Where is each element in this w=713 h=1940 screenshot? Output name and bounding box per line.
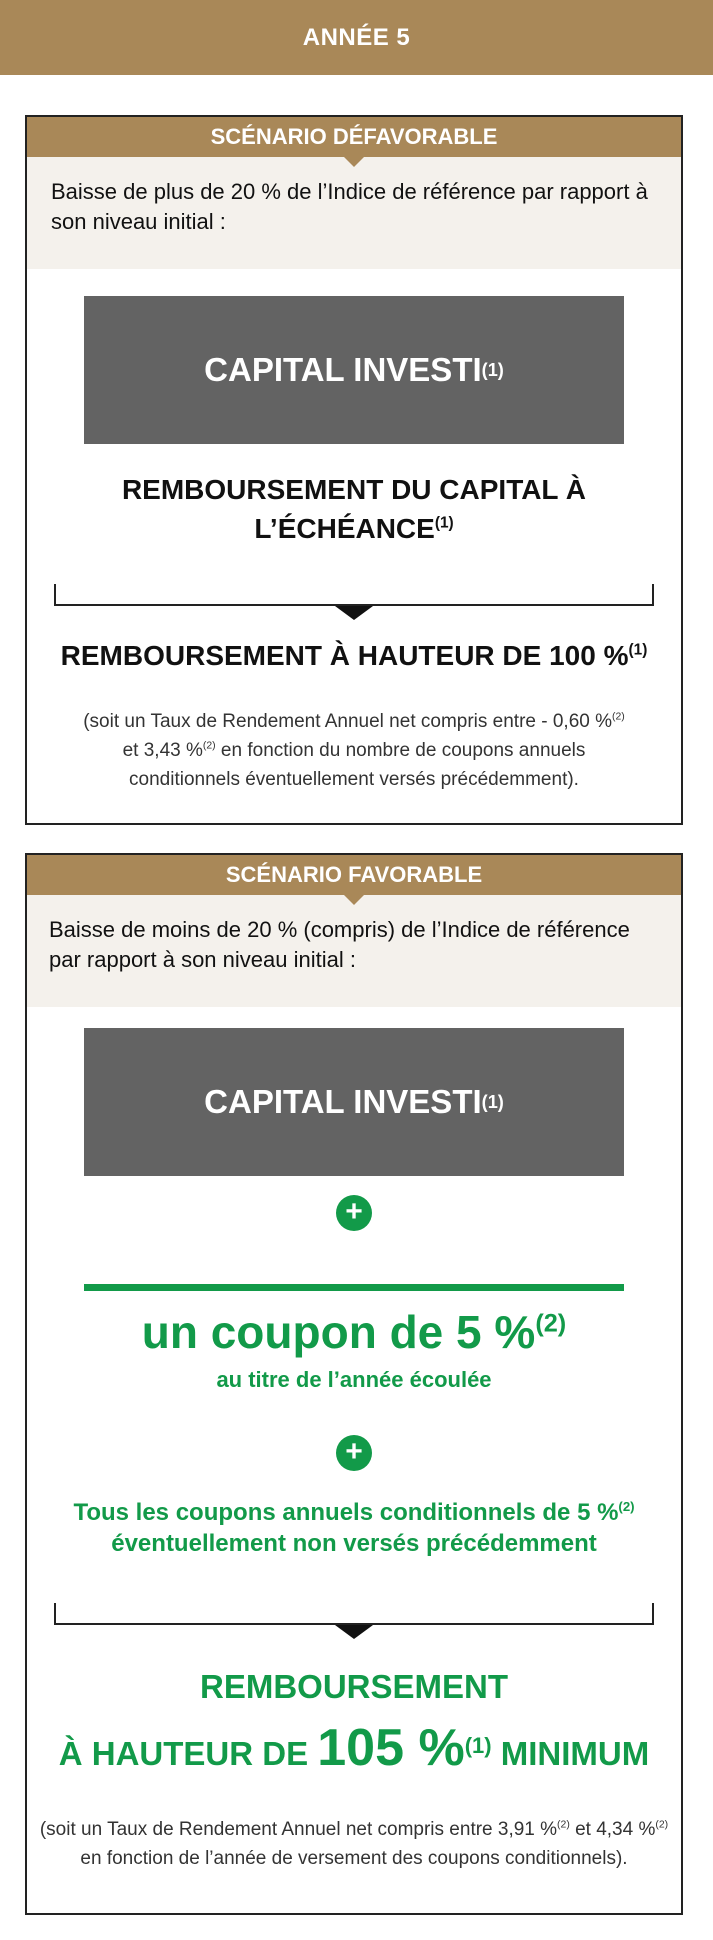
- unfavorable-intro: [27, 157, 681, 269]
- favorable-detail-a-note: (2): [557, 1819, 570, 1831]
- favorable-result-note: (1): [464, 1733, 492, 1758]
- plus-icon: [336, 1195, 372, 1231]
- unfavorable-repayment-line2: L’ÉCHÉANCE: [254, 513, 435, 544]
- down-arrow-icon: [335, 606, 373, 620]
- down-arrow-icon: [335, 1625, 373, 1639]
- unfavorable-intro-text: Baisse de plus de 20 % de l’Indice de référence par rapport à son niveau initial :: [51, 179, 648, 234]
- unfavorable-detail-b-note: (2): [202, 740, 216, 752]
- favorable-detail-a: (soit un Taux de Rendement Annuel net compris entre 3,91 %: [39, 1819, 558, 1840]
- plus-icon: [336, 1435, 372, 1471]
- favorable-all-coupons-line2: éventuellement non versés précédemment: [111, 1530, 597, 1557]
- unfavorable-scenario-title: SCÉNARIO DÉFAVORABLE: [210, 124, 498, 149]
- favorable-detail-line1: [27, 1815, 681, 1844]
- favorable-scenario-box: [25, 853, 683, 1915]
- favorable-coupon-sub-text: au titre de l’année écoulée: [216, 1367, 492, 1392]
- unfavorable-scenario-title-bar: [27, 117, 681, 157]
- favorable-detail-b-note: (2): [655, 1819, 669, 1831]
- favorable-scenario-title: SCÉNARIO FAVORABLE: [225, 862, 483, 887]
- favorable-all-coupons-note: (2): [618, 1499, 635, 1514]
- unfavorable-detail-line2: [27, 736, 681, 765]
- unfavorable-bracket: [54, 584, 654, 606]
- unfavorable-detail-line1: [27, 707, 681, 736]
- plus-symbol: +: [345, 1435, 363, 1468]
- favorable-capital-block: CAPITAL INVESTI (1): [84, 1028, 624, 1176]
- favorable-all-coupons-line1: Tous les coupons annuels conditionnels de 5 %: [73, 1499, 619, 1526]
- favorable-coupon-note: (2): [535, 1309, 567, 1338]
- unfavorable-detail-b: et 3,43 %: [122, 740, 203, 761]
- title-notch: [344, 157, 364, 167]
- unfavorable-repayment-line2-wrap: [27, 509, 681, 548]
- favorable-scenario-title-bar: [27, 855, 681, 895]
- unfavorable-repayment: [27, 470, 681, 548]
- unfavorable-detail-a-note: (2): [612, 711, 625, 723]
- unfavorable-detail: [27, 707, 681, 794]
- unfavorable-result: [27, 637, 681, 675]
- unfavorable-repayment-line1: REMBOURSEMENT DU CAPITAL À: [121, 474, 587, 505]
- unfavorable-result-text: REMBOURSEMENT À HAUTEUR DE 100 %: [60, 640, 629, 671]
- unfavorable-repayment-note: (1): [434, 514, 454, 532]
- favorable-all-coupons-line1-wrap: [27, 1497, 681, 1528]
- favorable-coupon: [27, 1303, 681, 1361]
- favorable-bracket: [54, 1603, 654, 1625]
- favorable-capital-label: CAPITAL INVESTI: [204, 1083, 482, 1120]
- favorable-result-prefix: À HAUTEUR DE: [58, 1735, 318, 1772]
- favorable-all-coupons: [27, 1497, 681, 1559]
- favorable-result-value: 105 %: [317, 1719, 465, 1777]
- favorable-detail: [27, 1815, 681, 1873]
- favorable-result-line1: [27, 1665, 681, 1709]
- favorable-result-line2: [27, 1717, 681, 1785]
- favorable-result-suffix: MINIMUM: [491, 1735, 650, 1772]
- favorable-intro-text: Baisse de moins de 20 % (compris) de l’Indice de référence par rapport à son niveau initial :: [49, 917, 630, 972]
- favorable-result-line1-text: REMBOURSEMENT: [199, 1668, 508, 1705]
- unfavorable-detail-line3: conditionnels éventuellement versés précédemment).: [129, 769, 579, 790]
- favorable-coupon-sub: [27, 1365, 681, 1395]
- unfavorable-capital-block: CAPITAL INVESTI (1): [84, 296, 624, 444]
- favorable-coupon-text: un coupon de 5 %: [141, 1306, 536, 1358]
- favorable-intro: [27, 895, 681, 1007]
- unfavorable-scenario-box: [25, 115, 683, 825]
- favorable-detail-b: et 4,34 %: [569, 1819, 656, 1840]
- favorable-detail-line2: en fonction de l’année de versement des coupons conditionnels).: [80, 1848, 628, 1869]
- unfavorable-result-note: (1): [628, 641, 648, 659]
- unfavorable-detail-c: en fonction du nombre de coupons annuels: [215, 740, 586, 761]
- title-notch: [344, 895, 364, 905]
- year-header: [0, 0, 713, 75]
- green-divider: [84, 1284, 624, 1291]
- unfavorable-detail-a: (soit un Taux de Rendement Annuel net compris entre - 0,60 %: [83, 711, 613, 732]
- unfavorable-capital-label: CAPITAL INVESTI: [204, 351, 482, 388]
- year-title: ANNÉE 5: [302, 23, 411, 51]
- plus-symbol: +: [345, 1195, 363, 1228]
